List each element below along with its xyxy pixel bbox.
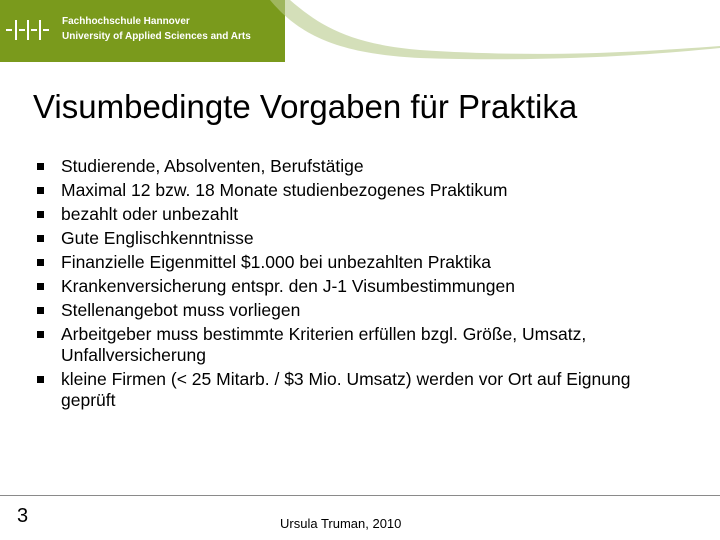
bullet-item [36, 324, 686, 366]
bullet-text: Stellenangebot muss vorliegen [61, 300, 301, 320]
bullet-item [36, 156, 686, 177]
bullet-text: Krankenversicherung entspr. den J-1 Visumbestimmungen [61, 276, 515, 296]
bullet-square-icon [37, 235, 44, 242]
bullet-item [36, 228, 686, 249]
bullet-text: bezahlt oder unbezahlt [61, 204, 239, 224]
bullet-square-icon [37, 283, 44, 290]
bullet-square-icon [37, 307, 44, 314]
bullet-text: Arbeitgeber muss bestimmte Kriterien erfüllen bzgl. Größe, Umsatz, Unfallversicherung [61, 324, 587, 365]
bullet-square-icon [37, 259, 44, 266]
bullet-list [36, 156, 686, 414]
slide-title: Visumbedingte Vorgaben für Praktika [33, 88, 578, 125]
bullet-square-icon [37, 331, 44, 338]
org-name-line1: Fachhochschule Hannover [62, 16, 190, 27]
bullet-text: Maximal 12 bzw. 18 Monate studienbezogenes Praktikum [61, 180, 508, 200]
fhh-logo-icon [6, 18, 52, 42]
bullet-text: Studierende, Absolventen, Berufstätige [61, 156, 364, 176]
org-name-line2: University of Applied Sciences and Arts [62, 31, 251, 42]
bullet-item [36, 369, 686, 411]
footer-divider [0, 495, 720, 496]
bullet-item [36, 204, 686, 225]
bullet-square-icon [37, 211, 44, 218]
header-band [0, 0, 720, 62]
bullet-square-icon [37, 187, 44, 194]
page-number: 3 [17, 505, 29, 527]
bullet-item [36, 276, 686, 297]
bullet-item [36, 252, 686, 273]
bullet-square-icon [37, 163, 44, 170]
bullet-text: Finanzielle Eigenmittel $1.000 bei unbezahlten Praktika [61, 252, 491, 272]
bullet-item [36, 180, 686, 201]
bullet-item [36, 300, 686, 321]
bullet-text: Gute Englischkenntnisse [61, 228, 254, 248]
bullet-text: kleine Firmen (< 25 Mitarb. / $3 Mio. Umsatz) werden vor Ort auf Eignung geprüft [61, 369, 631, 410]
bullet-square-icon [37, 376, 44, 383]
footer-author: Ursula Truman, 2010 [280, 516, 402, 531]
